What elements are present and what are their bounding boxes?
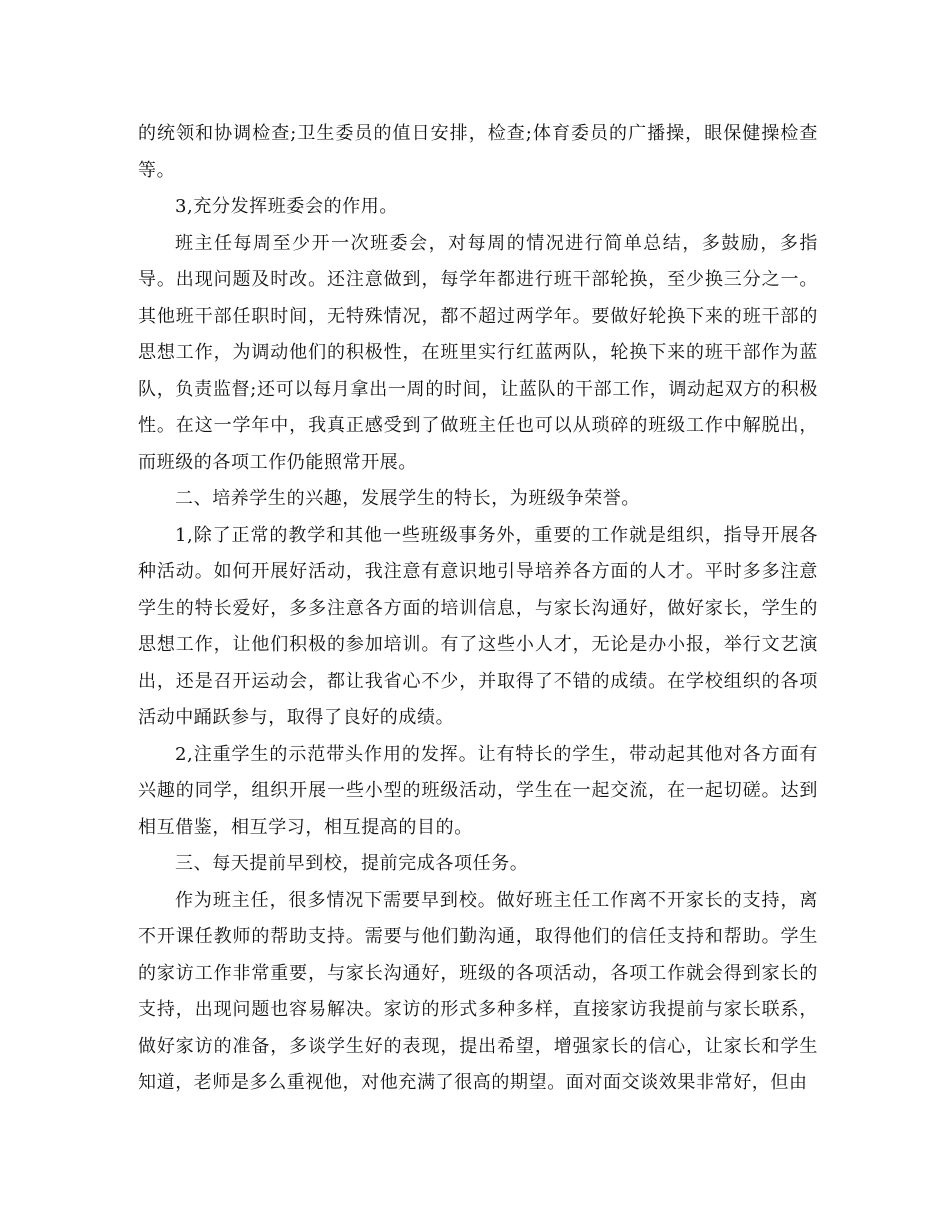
paragraph-5: 1,除了正常的教学和其他一些班级事务外，重要的工作就是组织，指导开展各种活动。如何开展好活动，我注意有意识地引导培养各方面的人才。平时多多注意学生的特长爱好，多多注意各方面的培训信息，与家长沟通好，做好家长，学生的思想工作，让他们积极的参加培训。有了这些小人才，无论是办小报，举行文艺演出，还是召开运动会，都让我省心不少，并取得了不错的成绩。在学校组织的各项活动中踊跃参与，取得了良好的成绩。 (138, 524, 818, 728)
paragraph-2: 3,充分发挥班委会的作用。 (175, 196, 398, 217)
paragraph-8: 作为班主任，很多情况下需要早到校。做好班主任工作离不开家长的支持，离不开课任教师的帮助支持。需要与他们勤沟通，取得他们的信任支持和帮助。学生的家访工作非常重要，与家长沟通好，班级的各项活动，各项工作就会得到家长的支持，出现问题也容易解决。家访的形式多种多样，直接家访我提前与家长联系，做好家访的准备，多谈学生好的表现，提出希望，增强家长的信心，让家长和学生知道，老师是多么重视他，对他充满了很高的期望。面对面交谈效果非常好，但由 (138, 889, 818, 1093)
paragraph-3: 班主任每周至少开一次班委会，对每周的情况进行简单总结，多鼓励，多指导。出现问题及时改。还注意做到，每学年都进行班干部轮换，至少换三分之一。其他班干部任职时间，无特殊情况，都不超过两学年。要做好轮换下来的班干部的思想工作，为调动他们的积极性，在班里实行红蓝两队，轮换下来的班干部作为蓝队，负责监督;还可以每月拿出一周的时间，让蓝队的干部工作，调动起双方的积极性。在这一学年中，我真正感受到了做班主任也可以从琐碎的班级工作中解脱出，而班级的各项工作仍能照常开展。 (138, 232, 818, 473)
paragraph-6: 2,注重学生的示范带头作用的发挥。让有特长的学生，带动起其他对各方面有兴趣的同学，组织开展一些小型的班级活动，学生在一起交流，在一起切磋。达到相互借鉴，相互学习，相互提高的目的。 (138, 743, 818, 838)
paragraph-1: 的统领和协调检查;卫生委员的值日安排，检查;体育委员的广播操，眼保健操检查等。 (138, 123, 818, 181)
paragraph-7: 三、每天提前早到校，提前完成各项任务。 (175, 853, 529, 874)
paragraph-4: 二、培养学生的兴趣，发展学生的特长，为班级争荣誉。 (175, 488, 640, 509)
document-body (138, 116, 818, 1102)
